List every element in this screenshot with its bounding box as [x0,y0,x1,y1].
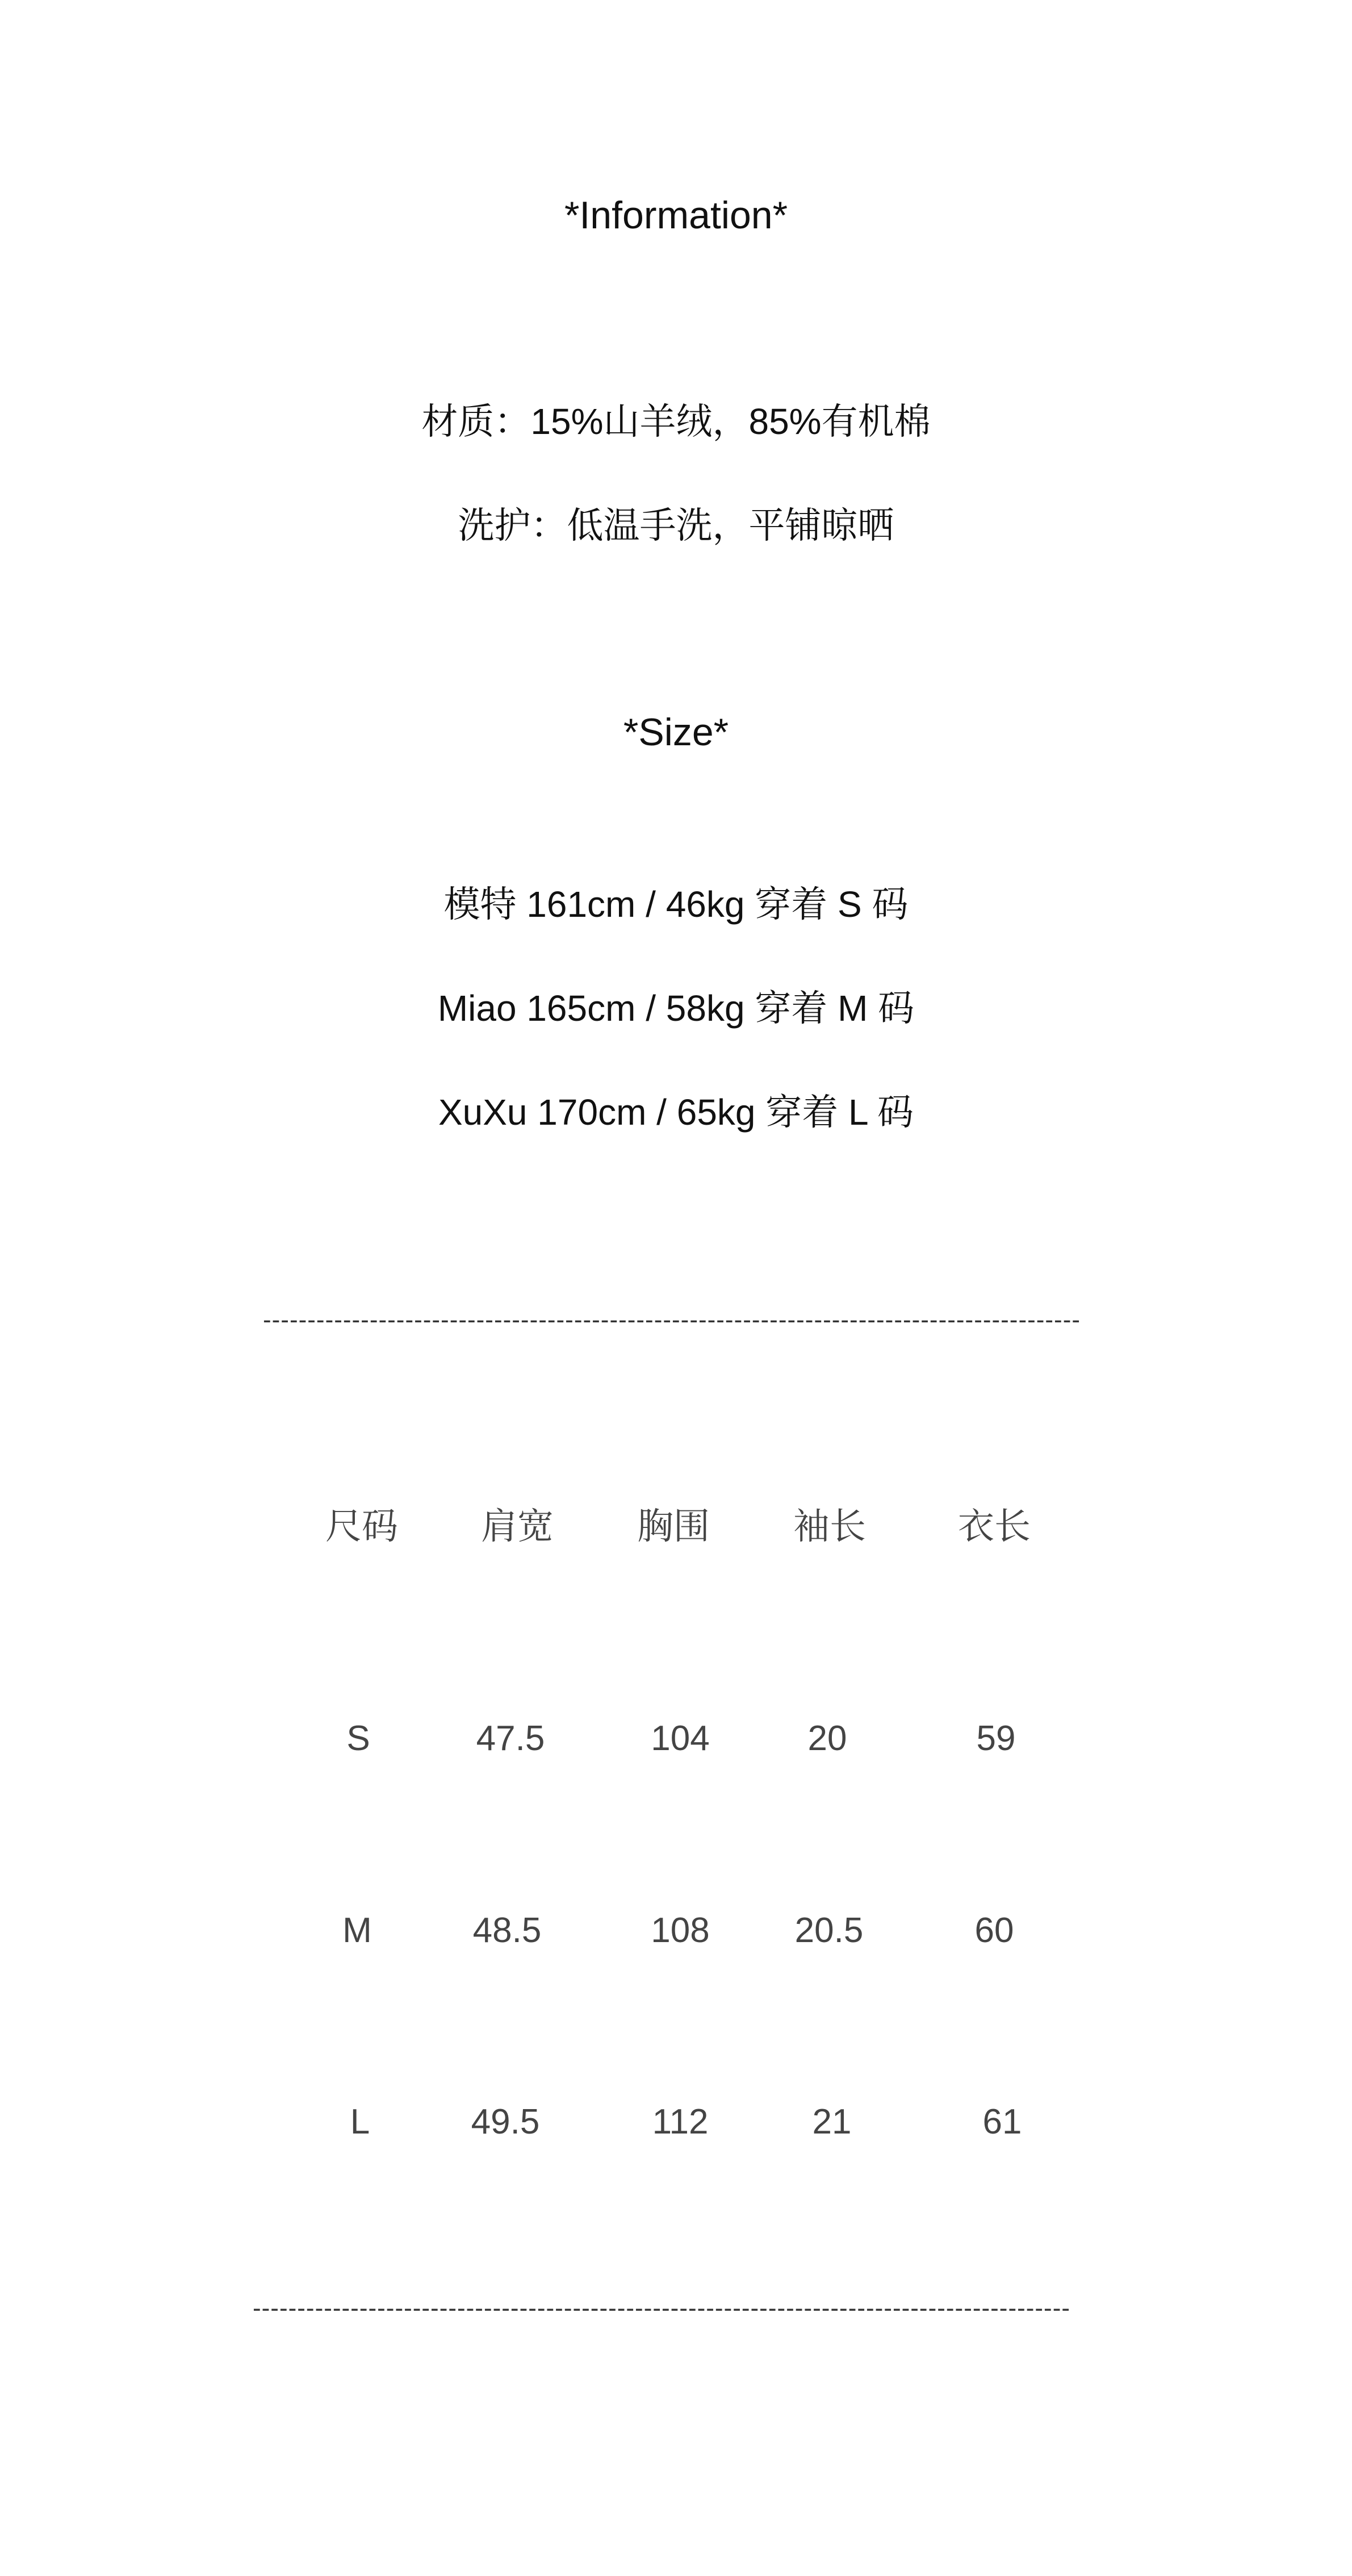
table-cell-size: S [346,1719,370,1758]
table-cell-shoulder: 48.5 [472,1911,542,1950]
care-text: 洗护：低温手洗，平铺晾晒 [458,505,894,546]
table-cell-length: 61 [982,2102,1022,2141]
model-info-2: Miao 165cm / 58kg 穿着 M 码 [437,988,915,1029]
table-cell-chest: 112 [652,2102,709,2141]
table-cell-sleeve: 21 [812,2102,852,2141]
table-cell-size: M [342,1911,372,1950]
table-header-shoulder: 肩宽 [481,1506,554,1548]
divider-bottom: -------------------------------------------------------------------------------------------- [253,2296,1071,2321]
model-info-3: XuXu 170cm / 65kg 穿着 L 码 [438,1092,914,1133]
model-info-1: 模特 161cm / 46kg 穿着 S 码 [443,884,909,925]
table-cell-sleeve: 20 [807,1719,847,1758]
divider-top: -------------------------------------------------------------------------------------------- [263,1308,1081,1333]
table-cell-size: L [350,2102,370,2141]
table-cell-length: 59 [976,1719,1016,1758]
size-heading: *Size* [623,711,729,754]
table-header-sleeve: 袖长 [793,1506,866,1548]
material-text: 材质：15%山羊绒，85%有机棉 [421,401,931,442]
table-header-size: 尺码 [325,1506,398,1548]
table-cell-chest: 108 [651,1911,710,1950]
information-heading: *Information* [564,194,788,237]
table-cell-shoulder: 49.5 [471,2102,540,2141]
table-header-length: 衣长 [958,1506,1031,1548]
table-cell-chest: 104 [651,1719,710,1758]
table-cell-shoulder: 47.5 [476,1719,545,1758]
table-cell-sleeve: 20.5 [794,1911,864,1950]
table-cell-length: 60 [974,1911,1014,1950]
table-header-chest: 胸围 [637,1506,710,1548]
